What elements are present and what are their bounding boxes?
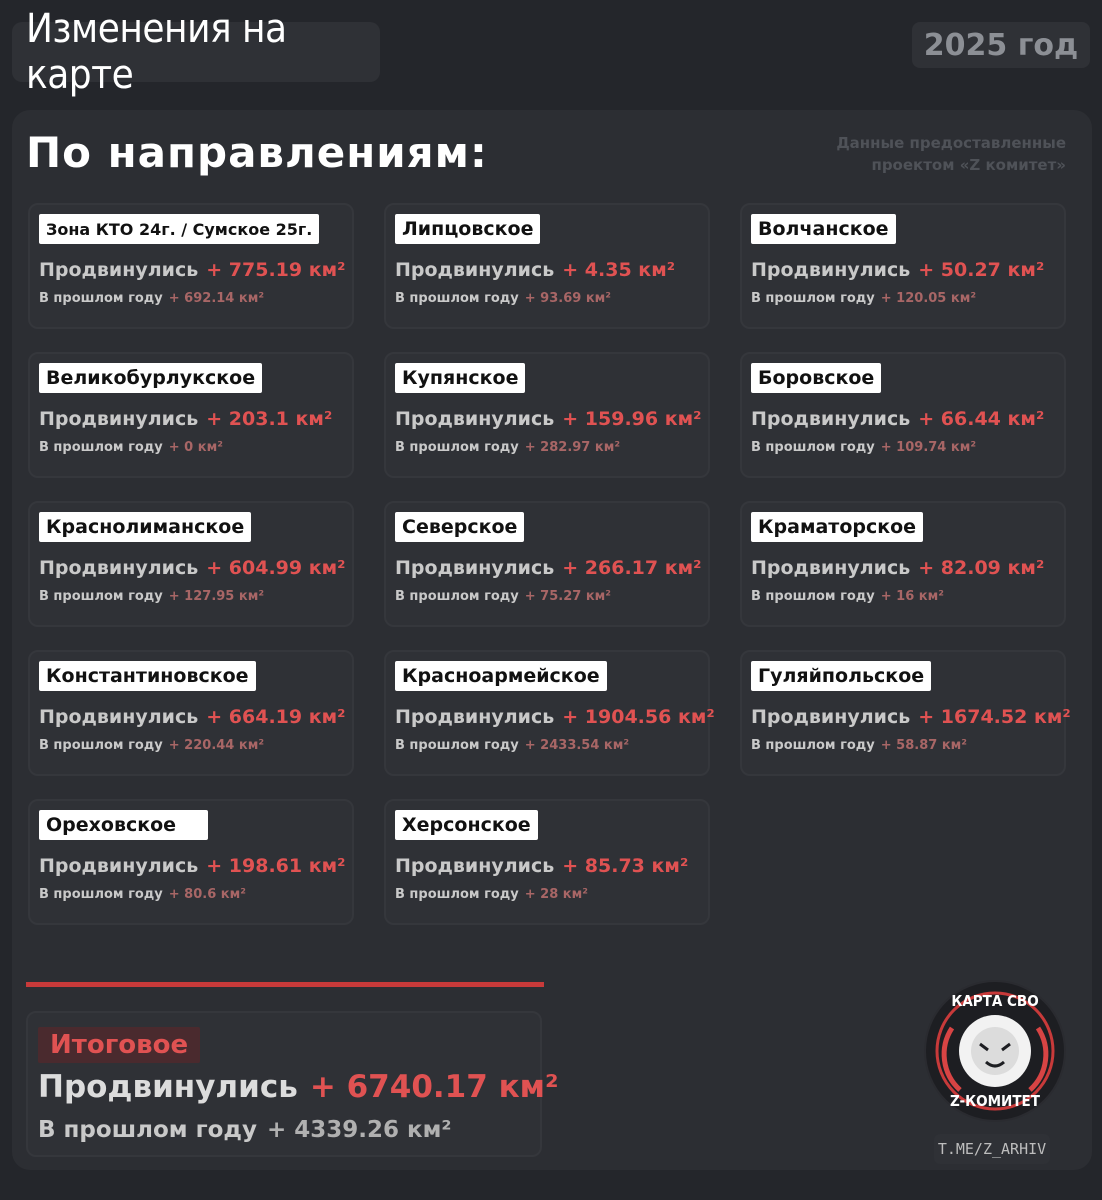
last-year-row — [395, 440, 620, 455]
last-year-value: + 75.27 км² — [524, 589, 611, 604]
last-year-label: В прошлом году — [395, 589, 519, 604]
total-advanced-label: Продвинулись — [38, 1069, 298, 1105]
last-year-row — [39, 589, 264, 604]
advanced-row — [39, 855, 345, 877]
last-year-value: + 127.95 км² — [168, 589, 265, 604]
advanced-value: + 82.09 км² — [918, 557, 1045, 579]
section-title: По направлениям: — [26, 128, 488, 177]
advanced-label: Продвинулись — [395, 706, 555, 728]
last-year-label: В прошлом году — [751, 291, 875, 306]
advanced-value: + 85.73 км² — [562, 855, 689, 877]
last-year-row — [751, 589, 944, 604]
last-year-value: + 28 км² — [524, 887, 588, 902]
advanced-label: Продвинулись — [39, 408, 199, 430]
last-year-value: + 109.74 км² — [880, 440, 977, 455]
advanced-row — [39, 408, 332, 430]
last-year-label: В прошлом году — [395, 887, 519, 902]
direction-name: Великобурлукское — [39, 363, 262, 393]
last-year-value: + 0 км² — [168, 440, 223, 455]
last-year-label: В прошлом году — [395, 291, 519, 306]
direction-name: Купянское — [395, 363, 525, 393]
last-year-value: + 220.44 км² — [168, 738, 265, 753]
direction-name: Гуляйпольское — [751, 661, 931, 691]
logo-top-text: КАРТА СВО — [951, 992, 1039, 1010]
direction-card — [28, 203, 354, 329]
last-year-label: В прошлом году — [751, 440, 875, 455]
last-year-label: В прошлом году — [39, 589, 163, 604]
advanced-row — [395, 259, 675, 281]
advanced-value: + 50.27 км² — [918, 259, 1045, 281]
advanced-value: + 159.96 км² — [562, 408, 702, 430]
advanced-label: Продвинулись — [751, 557, 911, 579]
z-committee-logo — [922, 978, 1068, 1124]
advanced-row — [751, 259, 1044, 281]
last-year-label: В прошлом году — [39, 291, 163, 306]
direction-card — [740, 501, 1066, 627]
advanced-value: + 604.99 км² — [206, 557, 346, 579]
last-year-label: В прошлом году — [395, 440, 519, 455]
credit-line-2: проектом «Z комитет» — [871, 156, 1066, 174]
advanced-row — [395, 706, 715, 728]
last-year-row — [751, 291, 976, 306]
advanced-row — [395, 408, 701, 430]
direction-card — [28, 501, 354, 627]
advanced-value: + 198.61 км² — [206, 855, 346, 877]
advanced-row — [751, 557, 1044, 579]
advanced-label: Продвинулись — [395, 408, 555, 430]
direction-card — [740, 650, 1071, 776]
advanced-value: + 1674.52 км² — [918, 706, 1071, 728]
last-year-row — [39, 440, 223, 455]
last-year-value: + 692.14 км² — [168, 291, 265, 306]
last-year-value: + 2433.54 км² — [524, 738, 630, 753]
direction-name: Ореховское — [39, 810, 208, 840]
last-year-row — [39, 887, 246, 902]
direction-name: Зона КТО 24г. / Сумское 25г. — [39, 214, 319, 244]
directions-grid — [28, 203, 1071, 925]
direction-card — [28, 352, 354, 478]
last-year-label: В прошлом году — [751, 738, 875, 753]
advanced-label: Продвинулись — [751, 408, 911, 430]
last-year-value: + 282.97 км² — [524, 440, 621, 455]
direction-card — [28, 799, 354, 925]
advanced-value: + 4.35 км² — [562, 259, 676, 281]
last-year-value: + 80.6 км² — [168, 887, 246, 902]
direction-name: Константиновское — [39, 661, 256, 691]
page-title: Изменения на карте — [12, 22, 380, 82]
direction-name: Волчанское — [751, 214, 896, 244]
total-card — [26, 1011, 559, 1157]
last-year-row — [395, 887, 588, 902]
advanced-label: Продвинулись — [39, 557, 199, 579]
direction-card — [28, 650, 354, 776]
advanced-label: Продвинулись — [395, 855, 555, 877]
last-year-row — [395, 589, 611, 604]
advanced-value: + 664.19 км² — [206, 706, 346, 728]
year-badge: 2025 год — [912, 22, 1090, 68]
advanced-value: + 266.17 км² — [562, 557, 702, 579]
advanced-row — [395, 855, 688, 877]
direction-name: Боровское — [751, 363, 881, 393]
direction-name: Липцовское — [395, 214, 540, 244]
last-year-value: + 93.69 км² — [524, 291, 611, 306]
direction-name: Северское — [395, 512, 524, 542]
total-last-year-row — [38, 1117, 452, 1143]
advanced-row — [751, 706, 1071, 728]
advanced-value: + 66.44 км² — [918, 408, 1045, 430]
advanced-label: Продвинулись — [39, 706, 199, 728]
direction-card — [384, 650, 715, 776]
total-advanced-value: + 6740.17 км² — [309, 1069, 559, 1105]
last-year-row — [39, 738, 264, 753]
advanced-row — [39, 557, 345, 579]
direction-card — [384, 352, 710, 478]
advanced-row — [39, 259, 345, 281]
logo-bottom-text: Z-КОМИТЕТ — [950, 1092, 1040, 1110]
direction-name: Краматорское — [751, 512, 923, 542]
advanced-label: Продвинулись — [751, 706, 911, 728]
last-year-value: + 120.05 км² — [880, 291, 977, 306]
last-year-label: В прошлом году — [39, 440, 163, 455]
direction-card — [740, 352, 1066, 478]
direction-card — [384, 501, 710, 627]
advanced-label: Продвинулись — [751, 259, 911, 281]
advanced-value: + 1904.56 км² — [562, 706, 715, 728]
total-label: Итоговое — [38, 1027, 200, 1063]
advanced-value: + 775.19 км² — [206, 259, 346, 281]
direction-name: Краснолиманское — [39, 512, 251, 542]
direction-name: Красноармейское — [395, 661, 607, 691]
last-year-label: В прошлом году — [39, 887, 163, 902]
last-year-label: В прошлом году — [39, 738, 163, 753]
last-year-value: + 16 км² — [880, 589, 944, 604]
last-year-row — [751, 440, 976, 455]
accent-divider — [26, 982, 544, 987]
last-year-label: В прошлом году — [751, 589, 875, 604]
total-last-year-value: + 4339.26 км² — [266, 1117, 452, 1143]
advanced-label: Продвинулись — [39, 855, 199, 877]
total-advanced-row — [38, 1069, 559, 1105]
data-credit — [836, 132, 1066, 176]
advanced-label: Продвинулись — [395, 259, 555, 281]
direction-card — [384, 799, 710, 925]
total-last-year-label: В прошлом году — [38, 1117, 257, 1143]
advanced-row — [751, 408, 1044, 430]
advanced-row — [395, 557, 701, 579]
channel-link[interactable]: T.ME/Z_ARHIV — [934, 1134, 1050, 1164]
last-year-row — [751, 738, 967, 753]
last-year-row — [395, 291, 611, 306]
direction-card — [740, 203, 1066, 329]
last-year-row — [39, 291, 264, 306]
direction-card — [384, 203, 710, 329]
last-year-value: + 58.87 км² — [880, 738, 967, 753]
credit-line-1: Данные предоставленные — [836, 134, 1066, 152]
advanced-row — [39, 706, 345, 728]
last-year-row — [395, 738, 629, 753]
last-year-label: В прошлом году — [395, 738, 519, 753]
advanced-label: Продвинулись — [39, 259, 199, 281]
advanced-label: Продвинулись — [395, 557, 555, 579]
advanced-value: + 203.1 км² — [206, 408, 333, 430]
direction-name: Херсонское — [395, 810, 538, 840]
